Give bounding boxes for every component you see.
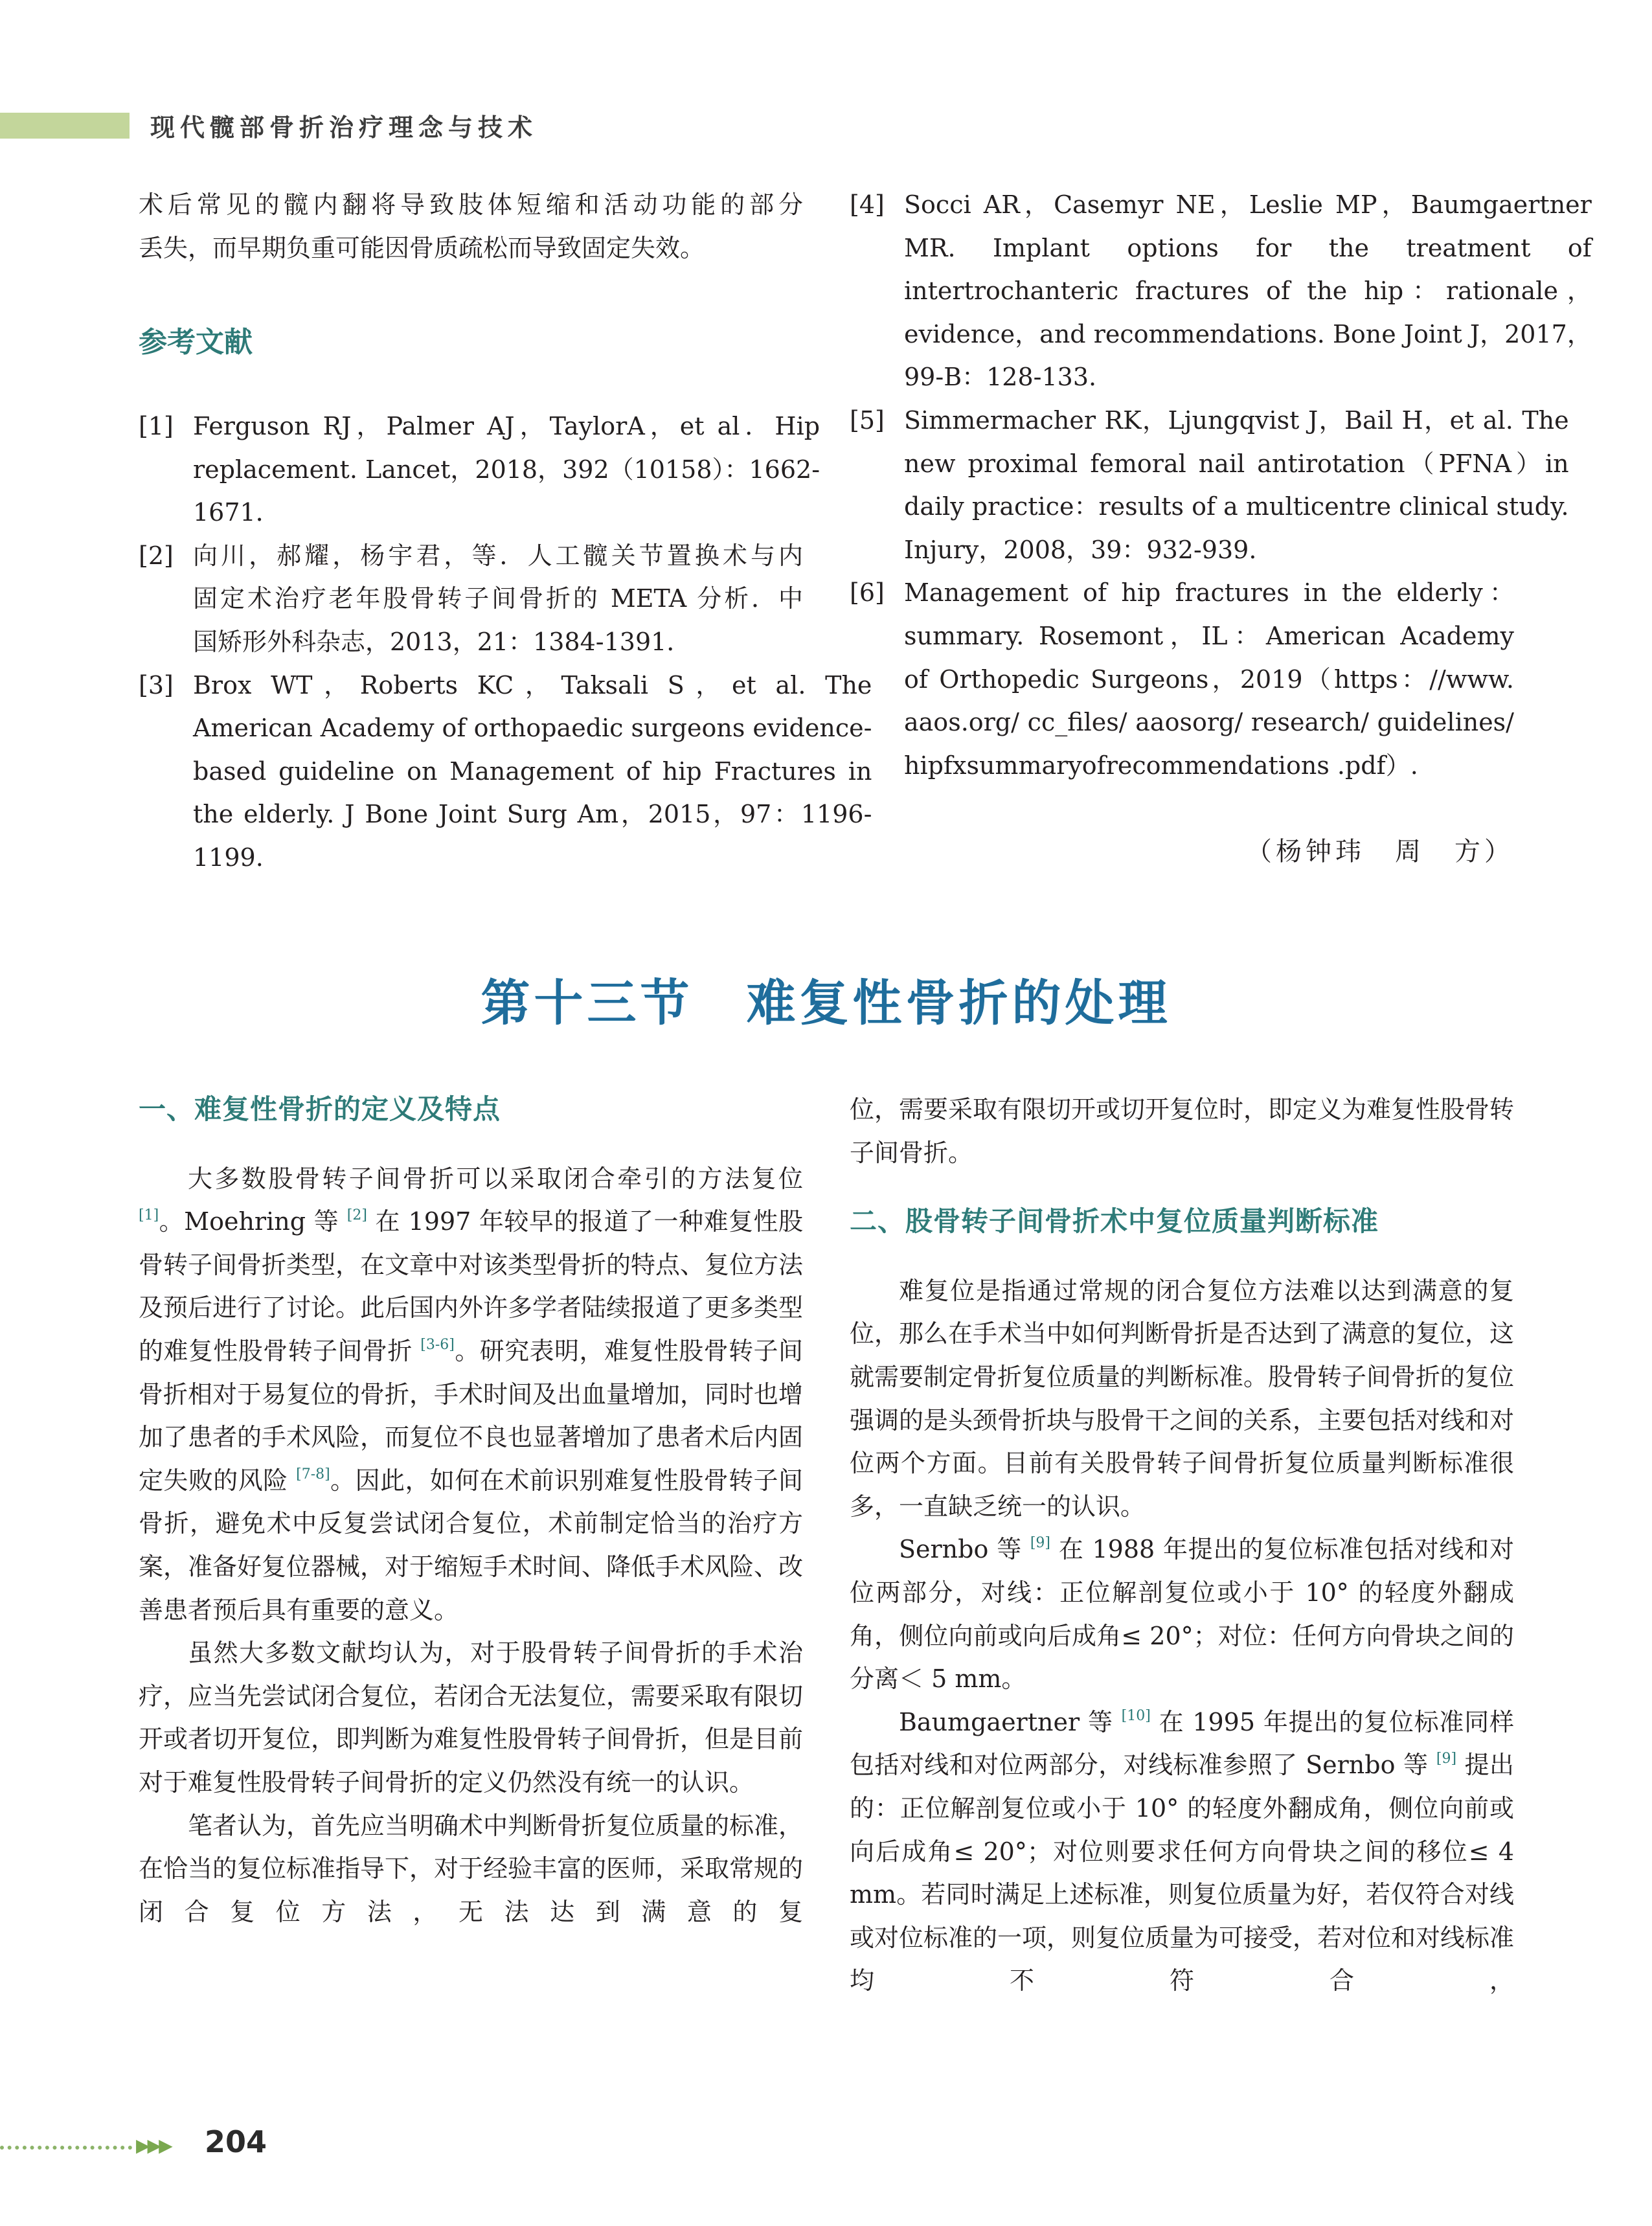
reference-item-5 <box>850 399 1569 571</box>
paragraph-text: 提出的：正位解剖复位或小于 10° 的轻度外翻成角，侧位向前或向后成角≤ 20°；对位则要求任何方向骨块之间的移位≤ 4 mm。若同时满足上述标准，则复位质量为好，若仅符合对线或对位标准的一项，则复位质量为可接受，若对位和对线标准均不符合， <box>850 1751 1515 1995</box>
paragraph-text: Sernbo 等 <box>899 1535 1030 1564</box>
reference-number: [5] <box>850 405 885 435</box>
paragraph-text: 笔者认为，首先应当明确术中判断骨折复位质量的标准，在恰当的复位标准指导下，对于经验丰富的医师，采取常规的闭合复位方法，无法达到满意的复 <box>139 1811 804 1926</box>
continuation-line: 丢失，而早期负重可能因骨质疏松而导致固定失效。 <box>139 233 705 262</box>
subsection-heading-1: 一、难复性骨折的定义及特点 <box>139 1093 501 1125</box>
body-paragraph <box>139 1631 803 1804</box>
reference-body: Simmermacher RK，Ljungqvist J，Bail H，et al. The new proximal femoral nail antirotation（PFNA）in daily practice：results of a multicentre clinical study. Injury，2008，39：932-939. <box>904 405 1569 564</box>
paragraph-text: Baumgaertner 等 <box>899 1707 1122 1736</box>
reference-body: Management of hip fractures in the elderly： summary. Rosemont，IL：American Academy of Orthopedic Surgeons，2019（https：//www. aaos.org/ cc_files/ aaosorg/ research/ guidelines/ hipfxsummaryofrecommendations .pdf）. <box>904 578 1514 780</box>
citation-superscript: [7-8] <box>296 1466 330 1482</box>
paragraph-text: 。研究表明，难复性股骨转子间骨折相对于易复位的骨折，手术时间及出血量增加，同时也增加了患者的手术风险，而复位不良也显著增加了患者术后内固定失败的风险 <box>139 1336 804 1495</box>
header-color-band <box>0 113 130 139</box>
citation-superscript: [1] <box>139 1207 159 1224</box>
page-number: 204 <box>205 2124 267 2159</box>
body-paragraph <box>139 1157 803 1632</box>
running-header-title: 现代髋部骨折治疗理念与技术 <box>150 113 538 142</box>
citation-superscript: [9] <box>1436 1751 1457 1767</box>
reference-item-4 <box>850 183 1592 399</box>
right-body-column <box>850 1088 1514 2003</box>
section-title: 第十三节 难复性骨折的处理 <box>481 974 1171 1032</box>
reference-number: [1] <box>139 412 174 440</box>
reference-item-6 <box>850 571 1514 787</box>
reference-item-3 <box>139 664 872 880</box>
references-heading: 参考文献 <box>139 326 253 359</box>
reference-body: Brox WT，Roberts KC，Taksali S，et al. The American Academy of orthopaedic surgeons evidence- based guideline on Management of hip Fractures in the elderly. J Bone Joint Surg Am，2015，97：1196- 1199. <box>193 670 872 872</box>
paragraph-text: 大多数股骨转子间骨折可以采取闭合牵引的方法复位 <box>188 1164 803 1193</box>
reference-number: [6] <box>850 578 885 608</box>
citation-superscript: [2] <box>346 1207 367 1224</box>
paragraph-text: 虽然大多数文献均认为，对于股骨转子间骨折的手术治疗，应当先尝试闭合复位，若闭合无法复位，需要采取有限切开或者切开复位，即判断为难复性股骨转子间骨折，但是目前对于难复性股骨转子间骨折的定义仍然没有统一的认识。 <box>139 1639 804 1797</box>
continuation-line: 术后常见的髋内翻将导致肢体短缩和活动功能的部分 <box>139 190 803 219</box>
body-paragraph <box>139 1804 803 1934</box>
body-paragraph <box>850 1528 1514 1700</box>
footer-arrow-icon: ▶▶▶ <box>136 2135 170 2156</box>
paragraph-text: 。Moehring 等 <box>159 1207 347 1236</box>
reference-number: [4] <box>850 190 885 219</box>
paragraph-text: 。因此，如何在术前识别难复性股骨转子间骨折，避免术中反复尝试闭合复位，术前制定恰当的治疗方案，准备好复位器械，对于缩短手术时间、降低手术风险、改善患者预后具有重要的意义。 <box>139 1466 804 1624</box>
reference-item-1 <box>139 405 820 534</box>
footer-dotted-rule <box>0 2146 132 2150</box>
paragraph-text: 难复位是指通过常规的闭合复位方法难以达到满意的复位，那么在手术当中如何判断骨折是否达到了满意的复位，这就需要制定骨折复位质量的判断标准。股骨转子间骨折的复位强调的是头颈骨折块与股骨干之间的关系，主要包括对线和对位两个方面。目前有关股骨转子间骨折复位质量判断标准很多，一直缺乏统一的认识。 <box>850 1276 1515 1521</box>
body-paragraph-continued: 位，需要采取有限切开或切开复位时，即定义为难复性股骨转子间骨折。 <box>850 1095 1515 1167</box>
citation-superscript: [10] <box>1121 1707 1151 1724</box>
subsection-heading-2: 二、股骨转子间骨折术中复位质量判断标准 <box>850 1205 1379 1238</box>
left-body-column <box>139 1088 803 1933</box>
reference-item-2 <box>139 534 803 664</box>
citation-superscript: [9] <box>1030 1535 1050 1552</box>
reference-body: Socci AR，Casemyr NE，Leslie MP，Baumgaertner MR. Implant options for the treatment of intertrochanteric fractures of the hip：rationale， evidence，and recommendations. Bone Joint J，2017， 99-B：128-133. <box>904 190 1592 392</box>
reference-body: 向川，郝耀，杨宇君，等．人工髋关节置换术与内 固定术治疗老年股骨转子间骨折的 META 分析．中 国矫形外科杂志，2013，21：1384-1391． <box>193 541 803 656</box>
paragraph-text: 在 1995 年提出的复位标准同样包括对线和对位两部分，对线标准参照了 Sernbo 等 <box>850 1707 1514 1780</box>
paragraph-text: 在 1997 年较早的报道了一种难复性股骨转子间骨折类型，在文章中对该类型骨折的特点、复位方法及预后进行了讨论。此后国内外许多学者陆续报道了更多类型的难复性股骨转子间骨折 <box>139 1207 804 1365</box>
paragraph-text: 在 1988 年提出的复位标准包括对线和对位两部分，对线：正位解剖复位或小于 10° 的轻度外翻成角，侧位向前或向后成角≤ 20°；对位：任何方向骨块之间的分离＜ 5 mm。 <box>850 1535 1514 1694</box>
continuation-text <box>139 183 803 269</box>
body-paragraph <box>850 1701 1514 2003</box>
reference-number: [2] <box>139 541 174 570</box>
body-paragraph <box>850 1269 1514 1528</box>
reference-number: [3] <box>139 670 174 699</box>
section-authors: （杨钟玮 周 方） <box>1246 837 1514 867</box>
reference-body: Ferguson RJ，Palmer AJ，TaylorA，et al．Hip replacement. Lancet，2018，392（10158）：1662- 1671． <box>193 412 820 527</box>
references-list-left <box>139 405 872 880</box>
citation-superscript: [3-6] <box>420 1336 455 1353</box>
references-list-right <box>850 183 1592 787</box>
